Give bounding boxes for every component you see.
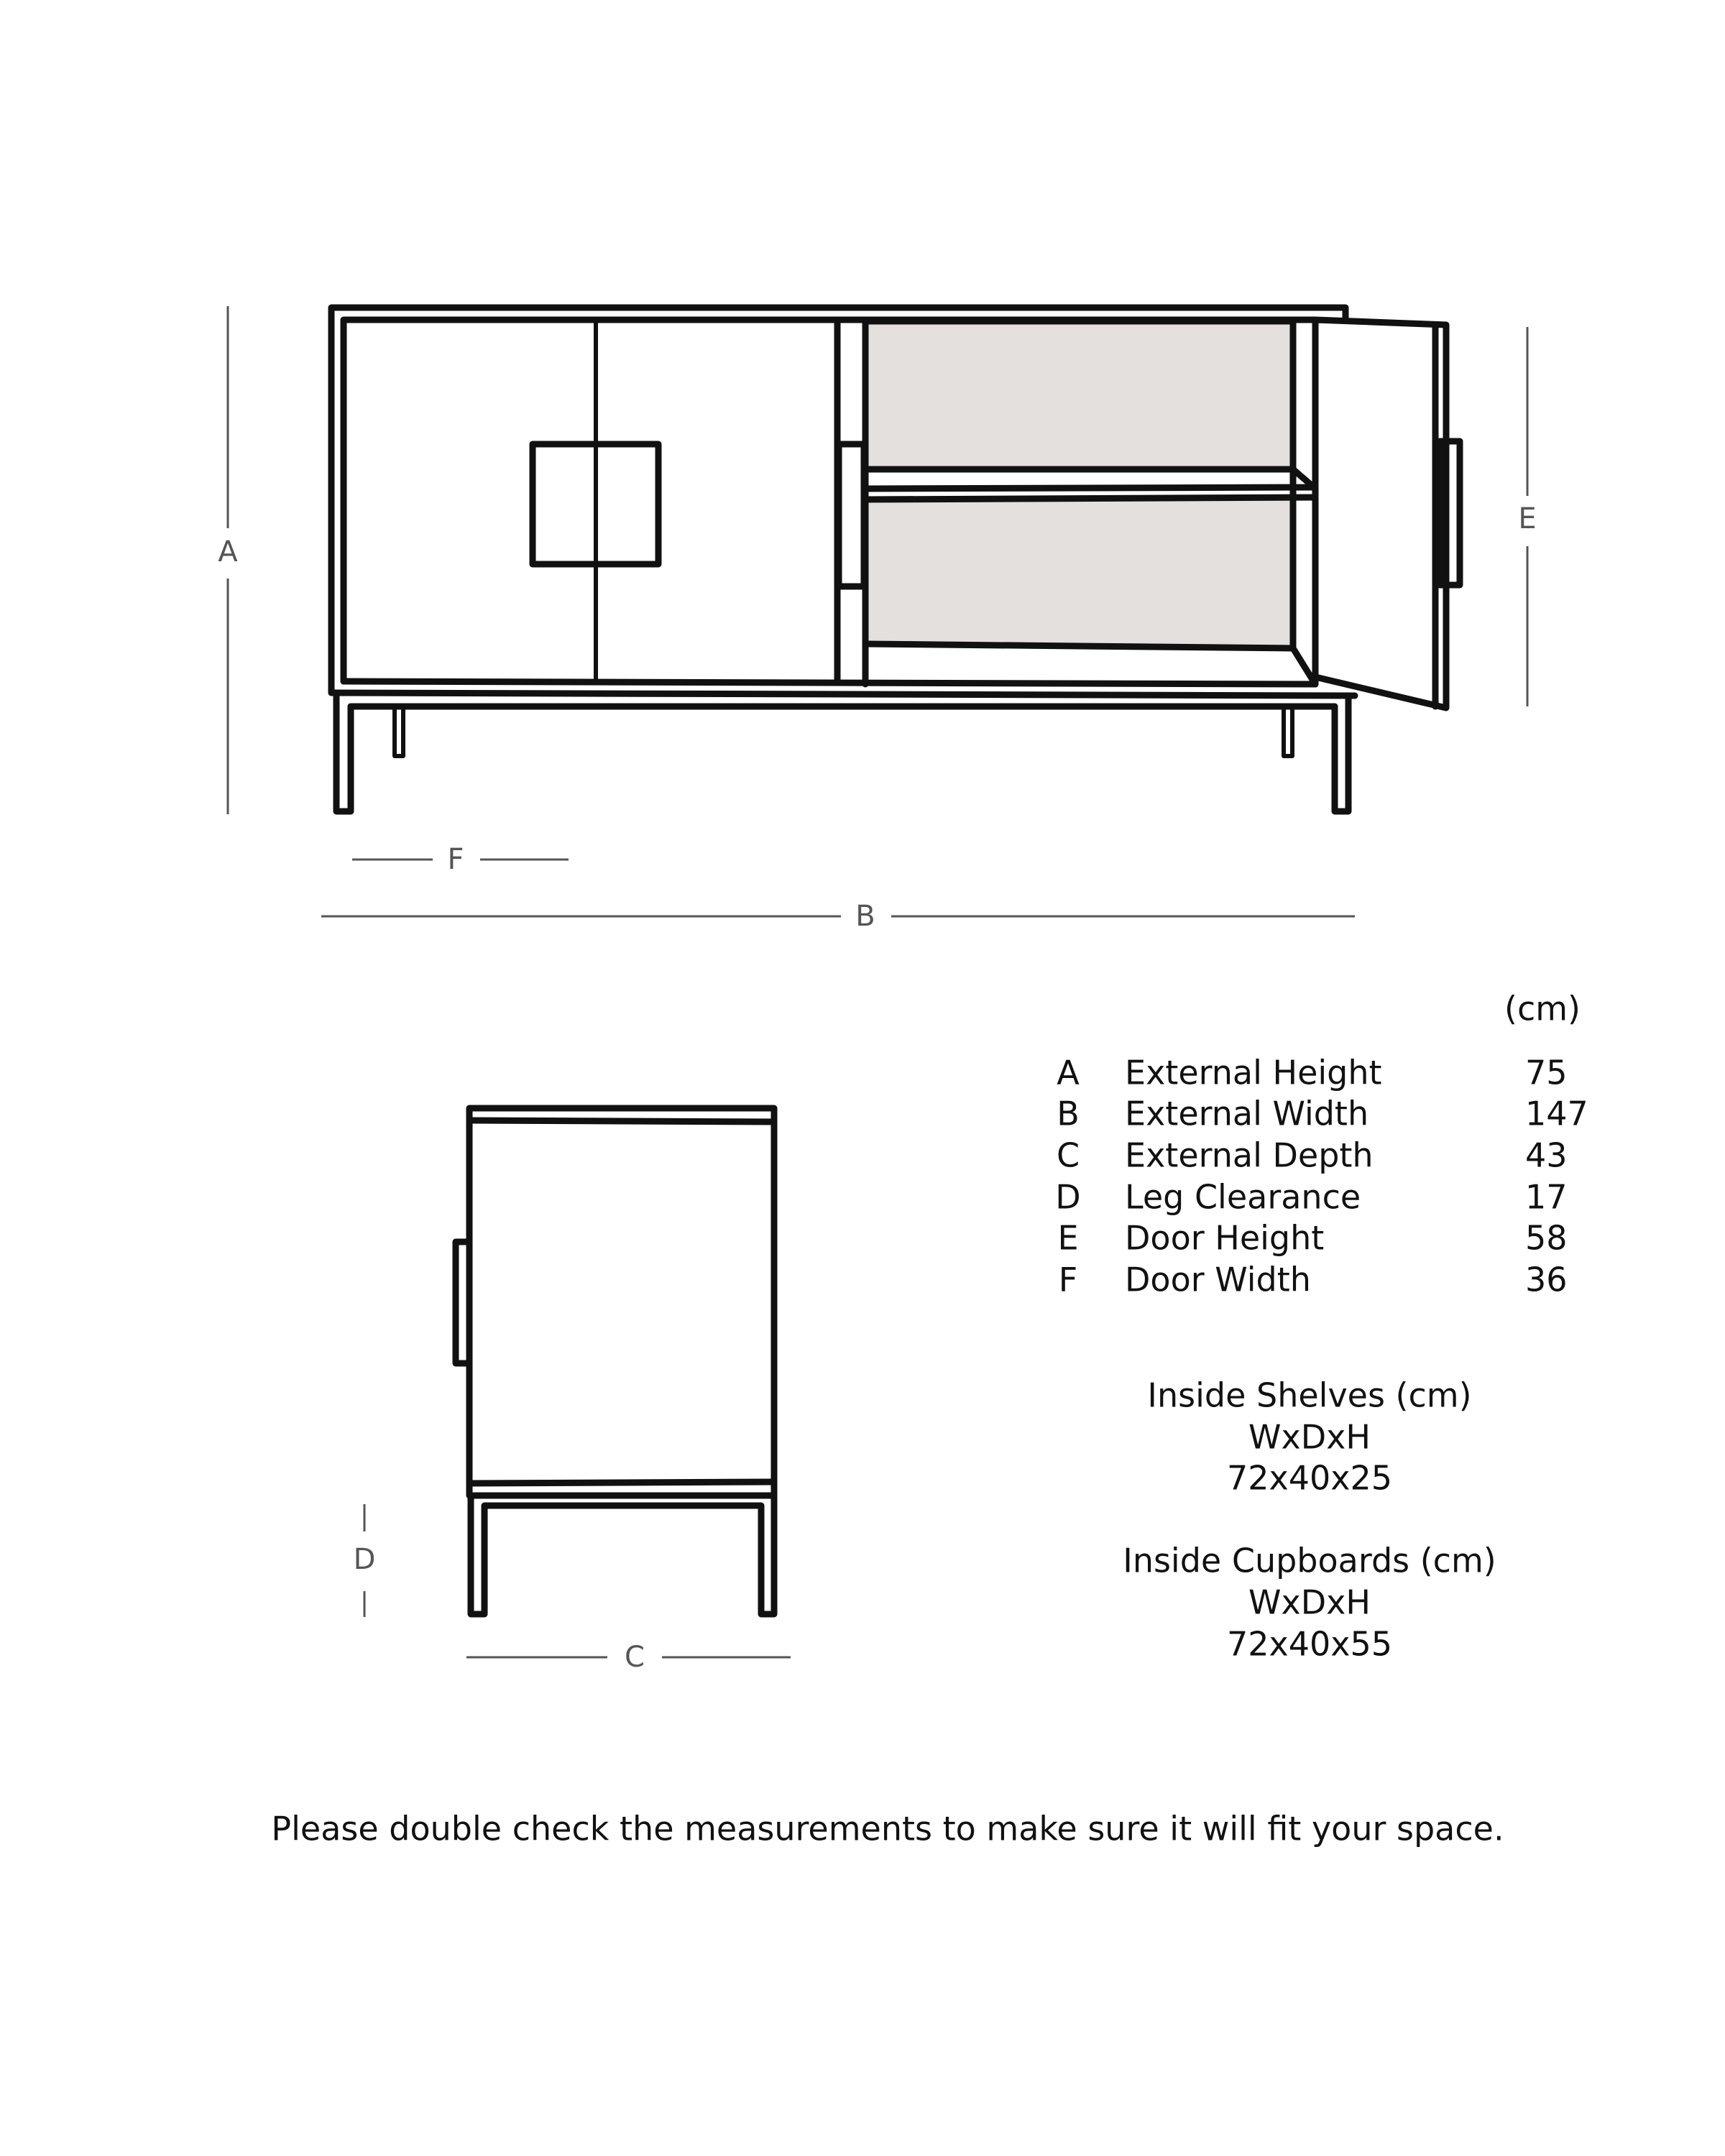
shelf [867, 469, 1315, 499]
dimension-f-label: F [447, 843, 464, 876]
side-top-band [469, 1120, 774, 1122]
dimension-d-label: D [353, 1543, 376, 1576]
side-handle [456, 1242, 469, 1363]
table-row [1055, 1178, 1567, 1217]
row-value: 17 [1525, 1177, 1568, 1217]
table-row [1059, 1261, 1568, 1299]
dimensions-table [1055, 990, 1588, 1299]
table-row [1057, 1219, 1567, 1258]
side-body [469, 1108, 774, 1496]
interior-floor-edge [1293, 648, 1315, 684]
row-value: 147 [1525, 1094, 1588, 1133]
row-value: 36 [1525, 1260, 1568, 1299]
inside-cupboards-block [1123, 1542, 1496, 1664]
side-view [456, 1108, 774, 1614]
table-row [1057, 1054, 1567, 1092]
row-letter: D [1055, 1177, 1081, 1217]
leg-left [336, 696, 351, 811]
unit-header: (cm) [1504, 989, 1581, 1028]
row-letter: B [1057, 1094, 1080, 1133]
table-row [1057, 1095, 1588, 1133]
inside-cupboards-format: WxDxH [1248, 1583, 1371, 1622]
row-label: Door Height [1125, 1218, 1325, 1258]
row-letter: F [1058, 1260, 1078, 1299]
dimension-e [1518, 327, 1536, 706]
dimension-b-label: B [855, 900, 875, 933]
dimension-f [352, 843, 569, 876]
front-view [331, 308, 1460, 811]
row-label: Door Width [1125, 1260, 1311, 1299]
inside-shelves-format: WxDxH [1248, 1417, 1371, 1457]
row-label: External Height [1125, 1053, 1382, 1092]
row-value: 75 [1525, 1053, 1568, 1092]
fit-note: Please double check the measurements to make sure it will fit your space. [271, 1809, 1504, 1848]
side-leg-front [471, 1496, 774, 1614]
open-door [1315, 320, 1446, 708]
inside-cupboards-title: Inside Cupboards (cm) [1123, 1541, 1496, 1580]
interior-lower-panel [867, 499, 1293, 648]
row-value: 43 [1525, 1135, 1568, 1175]
dimension-d [354, 1504, 376, 1617]
row-label: Leg Clearance [1125, 1177, 1361, 1217]
row-value: 58 [1525, 1218, 1568, 1258]
dimension-e-label: E [1518, 502, 1537, 535]
inside-shelves-block [1147, 1376, 1471, 1498]
leg-back-right [1284, 709, 1292, 756]
dimension-a-label: A [218, 535, 238, 568]
inside-shelves-title: Inside Shelves (cm) [1147, 1376, 1472, 1415]
dimension-c-label: C [625, 1641, 645, 1674]
dimension-c [466, 1641, 791, 1674]
row-letter: C [1056, 1135, 1080, 1175]
dimension-b [321, 900, 1355, 933]
cabinet-inner-bottom [344, 681, 1315, 684]
row-letter: E [1057, 1218, 1079, 1258]
row-label: External Depth [1125, 1135, 1374, 1175]
inside-cupboards-value: 72x40x55 [1226, 1624, 1393, 1664]
leg-back-left [395, 709, 403, 756]
row-letter: A [1057, 1053, 1080, 1092]
leg-right [1335, 696, 1348, 811]
row-label: External Width [1125, 1094, 1369, 1133]
interior-upper-panel [867, 321, 1293, 469]
side-bottom-band-top [469, 1482, 774, 1483]
dimension-a [218, 306, 238, 814]
door-handle-side [839, 444, 864, 586]
inside-shelves-value: 72x40x25 [1226, 1458, 1393, 1498]
table-row [1057, 1136, 1568, 1175]
open-door-handle [1440, 441, 1460, 585]
cabinet-outer-bottom [331, 693, 1355, 696]
